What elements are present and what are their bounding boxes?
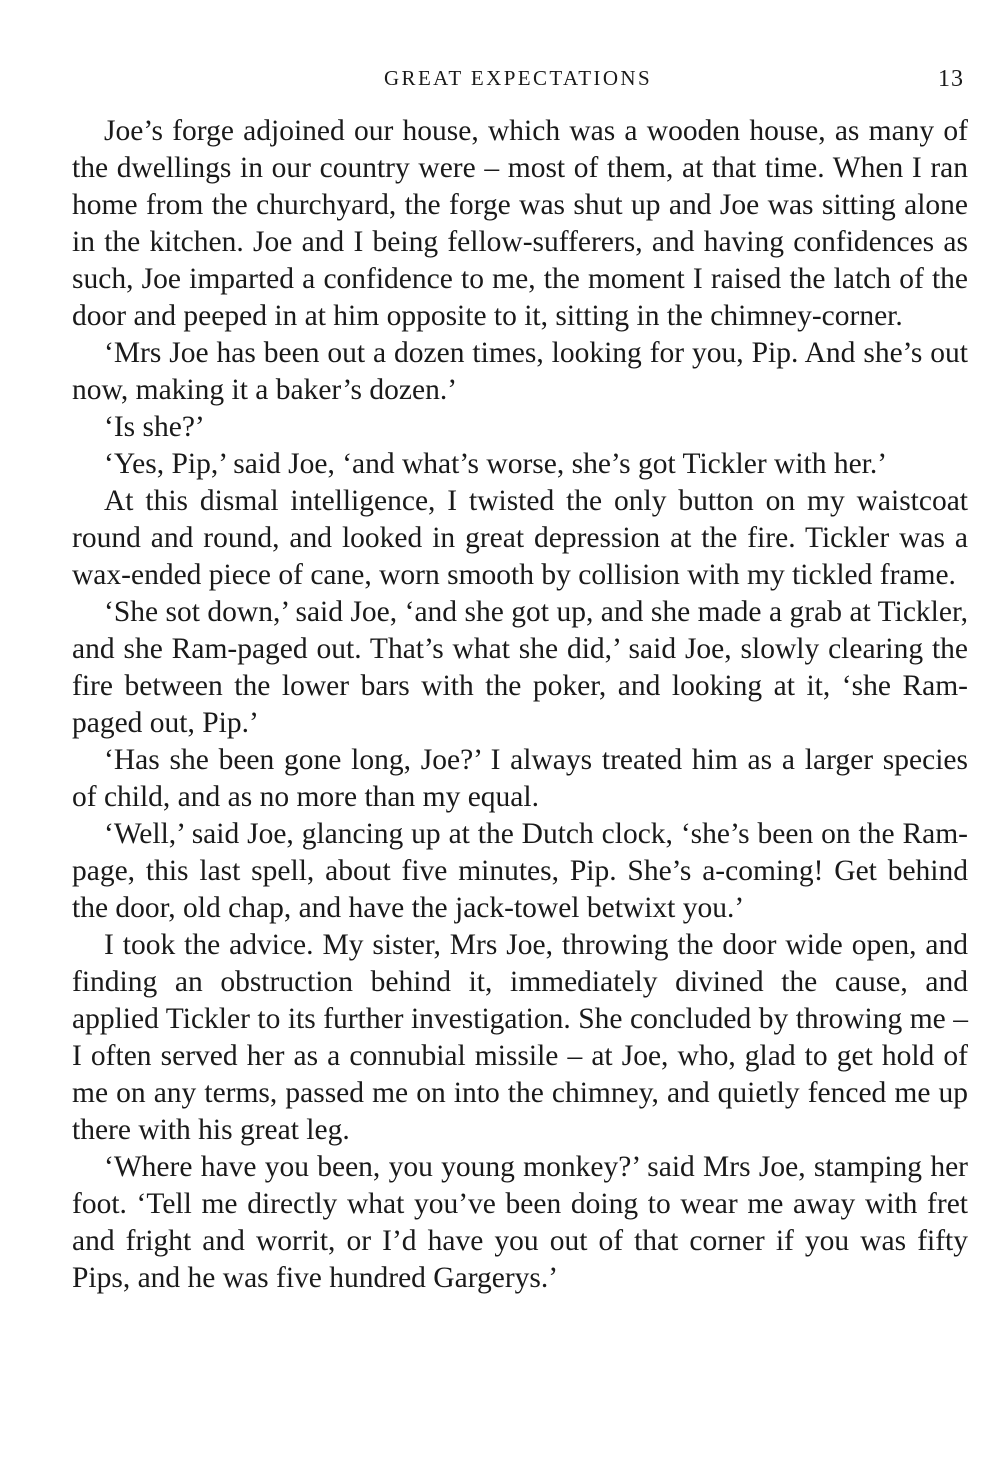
page-number: 13 — [938, 66, 964, 92]
running-head — [0, 66, 1000, 96]
body-text — [72, 113, 968, 1297]
paragraph: ‘She sot down,’ said Joe, ‘and she got up, and she made a grab at Tickler, and she Ram-paged out. That’s what she did,’ said Joe, slowly clearing the fire between the lower bars with the poker, and looking at it, ‘she Ram-paged out, Pip.’ — [72, 596, 968, 739]
paragraph: ‘Where have you been, you young monkey?’ said Mrs Joe, stamping her foot. ‘Tell me directly what you’ve been doing to wear me away with fret and fright and worrit, or I’d have you out of that corner if you was fifty Pips, and he was five hundred Gargerys.’ — [72, 1151, 968, 1294]
paragraph: ‘Yes, Pip,’ said Joe, ‘and what’s worse, she’s got Tickler with her.’ — [104, 448, 888, 480]
paragraph: ‘Well,’ said Joe, glancing up at the Dutch clock, ‘she’s been on the Ram-page, this last spell, about five minutes, Pip. She’s a-coming! Get behind the door, old chap, and have the jack-towel betwixt you.’ — [72, 818, 968, 924]
paragraph: ‘Has she been gone long, Joe?’ I always treated him as a larger species of child, and as no more than my equal. — [72, 744, 968, 813]
paragraph: I took the advice. My sister, Mrs Joe, throwing the door wide open, and finding an obstruction behind it, immediately divined the cause, and applied Tickler to its further investigation. She concluded by throwing me – I often served her as a connubial missile – at Joe, who, glad to get hold of me on any terms, passed me on into the chimney, and quietly fenced me up there with his great leg. — [72, 929, 968, 1146]
paragraph: ‘Mrs Joe has been out a dozen times, looking for you, Pip. And she’s out now, making it a baker’s dozen.’ — [72, 337, 968, 406]
paragraph: ‘Is she?’ — [104, 411, 205, 443]
running-title: GREAT EXPECTATIONS — [383, 66, 653, 90]
paragraph: At this dismal intelligence, I twisted the only button on my waistcoat round and round, and looked in great depression at the fire. Tickler was a wax-ended piece of cane, worn smooth by collision with my tickled frame. — [72, 485, 968, 591]
paragraph: Joe’s forge adjoined our house, which was a wooden house, as many of the dwellings in our country were – most of them, at that time. When I ran home from the churchyard, the forge was shut up and Joe was sitting alone in the kitchen. Joe and I being fellow-sufferers, and having confidences as such, Joe imparted a confidence to me, the moment I raised the latch of the door and peeped in at him opposite to it, sitting in the chimney-corner. — [72, 115, 968, 332]
